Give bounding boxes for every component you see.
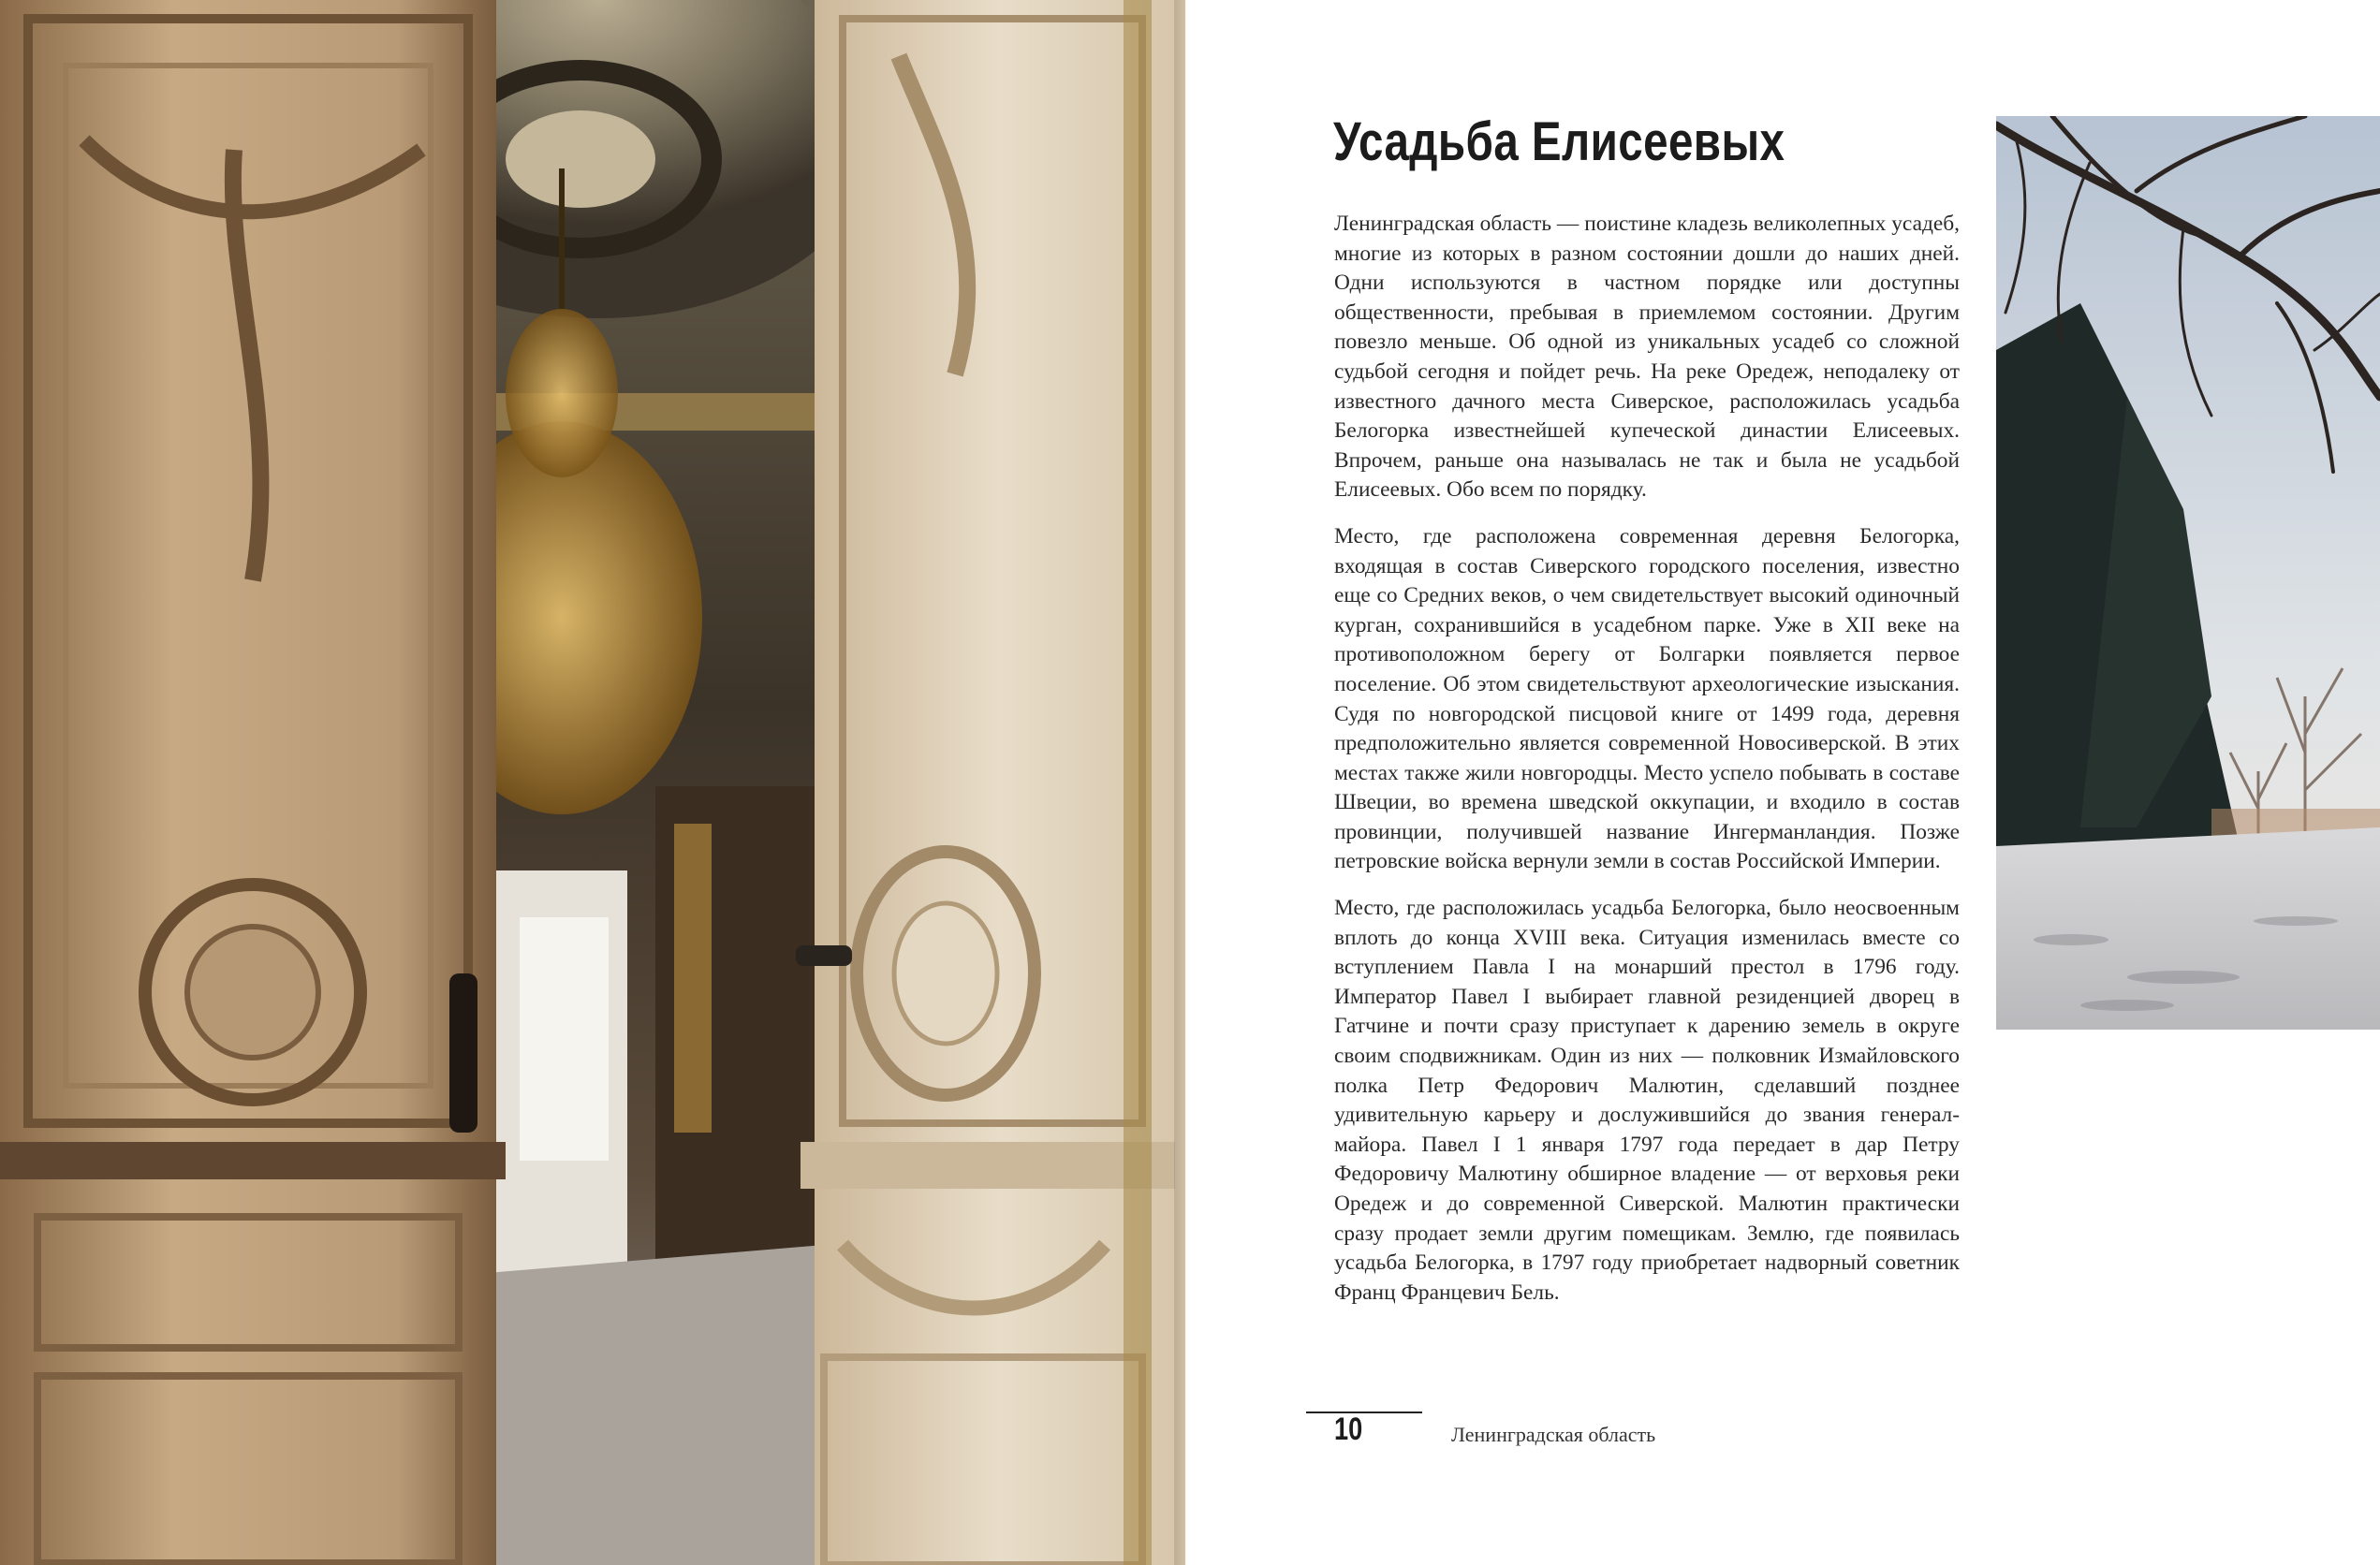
paragraph-1: Ленинградская область — поистине кладезь великолепных усадеб, многие из которых в разном состоянии дошли до наших дней. Одни используются в частном порядке или доступны общественности, пребывая в приемлемом состоянии. Другим повезло меньше. Об одной из уникальных усадеб со сложной судьбой сегодня и пойдет речь. На реке Оредеж, неподалеку от известного дачного места Сиверское, расположилась усадьба Белогорка известнейшей купеческой династии Елисеевых. Впрочем, раньше она называлась не так и была не усадьбой Елисеевых. Обо всем по порядку. [1334, 212, 1960, 503]
interior-doors-photo [0, 0, 1185, 1565]
page-gutter-shadow [1174, 0, 1198, 1565]
paragraph-2: Место, где расположена современная деревня Белогорка, входящая в состав Сиверского городского поселения, известно еще со Средних веков, о чем свидетельствует высокий одиночный курган, сохранившийся в усадебном парке. Уже в XII веке на противоположном берегу от Болгарки появляется первое поселение. Об этом свидетельствуют археологические изыскания. Судя по новгородской писцовой книге от 1499 года, деревня предположительно является современной Новосиверской. В этих местах также жили новгородцы. Место успело побывать в составе Швеции, во времена шведской оккупации, и входило в состав провинции, получившей название Ингерманландия. Позже петровские войска вернули земли в состав Российской Империи. [1334, 523, 1960, 874]
running-footer: Ленинградская область [1451, 1423, 1656, 1446]
winter-park-photo [1996, 116, 2380, 1030]
paragraph-3: Место, где расположилась усадьба Белогорка, было неосвоенным вплоть до конца XVIII века. Ситуация изменилась вместе со вступлением Павла I на монарший престол в 1796 году. Император Павел I выбирает главной резиденцией дворец в Гатчине и почти сразу приступает к дарению земель в округе своим сподвижникам. Один из них — полковник Измайловского полка Петр Федорович Малютин, сделавший позднее удивительную карьеру и дослужившийся до звания генерал-майора. Павел I 1 января 1797 года передает в дар Петру Федоровичу Малютину обширное владение — от верховья реки Оредеж и до современной Сиверской. Малютин практически сразу продает земли другим помещикам. Землю, где появилась усадьба Белогорка, в 1797 году приобретает надворный советник Франц Францевич Бель. [1334, 896, 1960, 1305]
page-number: 10 [1334, 1411, 1363, 1447]
article-heading: Усадьба Елисеевых [1333, 111, 1785, 172]
article-body [1334, 210, 1960, 1324]
footer-rule [1306, 1411, 1422, 1413]
